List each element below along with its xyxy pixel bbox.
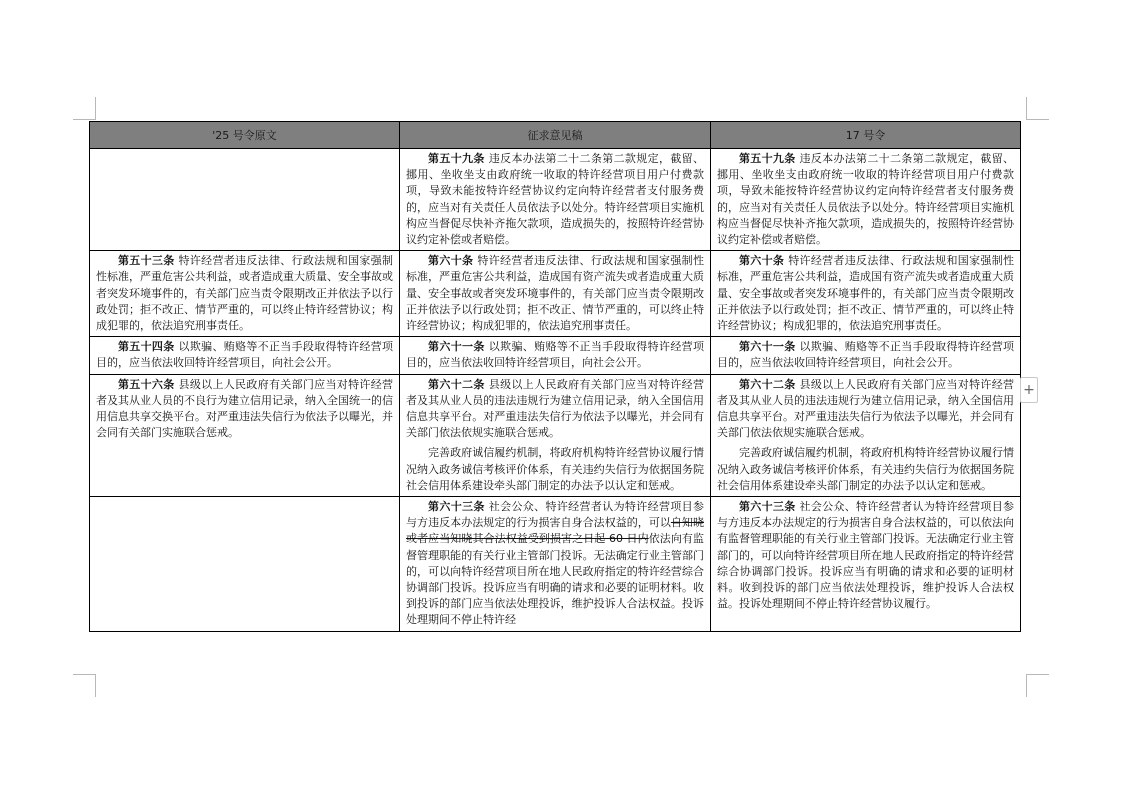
header-original-25: '25 号令原文: [90, 122, 400, 149]
article-text: 完善政府诚信履约机制，将政府机构特许经营协议履行情况纳入政务诚信考核评价体系，有关违约失信行为依据国务院社会信用体系建设牵头部门制定的办法予以认定和惩戒。: [406, 446, 704, 492]
clause-paragraph: [96, 253, 393, 334]
cell-original: [90, 149, 400, 251]
article-number: 第六十条: [428, 254, 474, 268]
clause-paragraph: [406, 151, 704, 248]
cell-original: [90, 374, 400, 496]
article-number: 第五十四条: [118, 340, 175, 354]
article-text: 社会公众、特许经营者认为特许经营项目参与方违反本办法规定的行为损害自身合法权益的，可以依法向有监督管理职能的有关行业主管部门投诉。无法确定行业主管部门的，可以向特许经营项目所在地人民政府指定的特许经营综合协调部门投诉。投诉应当有明确的请求和必要的证明材料。收到投诉的部门应当依法处理投诉，维护投诉人合法权益。投诉处理期间不停止特许经营协议履行。: [717, 500, 1015, 611]
article-text: 特许经营者违反法律、行政法规和国家强制性标准，严重危害公共利益，或者造成重大质量、安全事故或者突发环境事件的，有关部门应当责令限期改正并依法予以行政处罚；拒不改正、情节严重的，可以终止特许经营协议；构成犯罪的，依法追究刑事责任。: [96, 254, 394, 333]
header-draft: 征求意见稿: [400, 122, 711, 149]
cell-draft: [400, 251, 711, 337]
article-text: 以欺骗、贿赂等不正当手段取得特许经营项目的，应当依法收回特许经营项目，向社会公开。: [96, 340, 394, 370]
article-text: 以欺骗、贿赂等不正当手段取得特许经营项目的，应当依法收回特许经营项目，向社会公开。: [717, 340, 1015, 370]
clause-paragraph: [717, 445, 1014, 494]
table-row: [90, 374, 1021, 496]
article-text: 县级以上人民政府有关部门应当对特许经营者及其从业人员的不良行为建立信用记录，纳入全国统一的信用信息共享交换平台。对严重违法失信行为依法予以曝光，并会同有关部门实施联合惩戒。: [96, 377, 394, 440]
cell-draft: [400, 337, 711, 374]
comparison-table: [89, 121, 1021, 632]
article-text: 社会公众、特许经营者认为特许经营项目参与方违反本办法规定的行为损害自身合法权益的，可以: [406, 500, 705, 530]
cell-draft: [400, 374, 711, 496]
cell-original: [90, 337, 400, 374]
article-number: 第六十三条: [739, 500, 796, 514]
article-number: 第五十六条: [118, 377, 175, 391]
article-text: 县级以上人民政府有关部门应当对特许经营者及其从业人员的违法违规行为建立信用记录，纳入全国信用信息共享平台。对严重违法失信行为依法予以曝光，并会同有关部门依法依规实施联合惩戒。: [406, 377, 705, 440]
crop-mark-bottom-left: [73, 674, 96, 697]
article-text: 以欺骗、贿赂等不正当手段取得特许经营项目的，应当依法收回特许经营项目，向社会公开。: [406, 340, 705, 370]
clause-paragraph: [406, 445, 704, 494]
clause-paragraph: [717, 253, 1014, 334]
article-number: 第五十九条: [739, 152, 796, 165]
article-text: 违反本办法第二十二条第二款规定，截留、挪用、坐收坐支由政府统一收取的特许经营项目用户付费款项，导致未能按特许经营协议约定向特许经营者支付服务费的，应当对有关责任人员依法予以处分。特许经营项目实施机构应当督促尽快补齐拖欠款项，造成损失的，按照特许经营协议约定补偿或者赔偿。: [717, 152, 1015, 247]
article-number: 第六十一条: [739, 340, 796, 354]
clause-paragraph: [406, 339, 704, 371]
cell-order-17: [711, 251, 1021, 337]
cell-order-17: [711, 497, 1021, 632]
struck-text: 自知晓或者应当知晓其合法权益受到损害之日起 60 日内: [406, 516, 704, 546]
table-header-row: [90, 122, 1021, 149]
article-number: 第六十二条: [739, 377, 796, 391]
article-text: 县级以上人民政府有关部门应当对特许经营者及其从业人员的违法违规行为建立信用记录，纳入全国信用信息共享平台。对严重违法失信行为依法予以曝光，并会同有关部门依法依规实施联合惩戒。: [717, 377, 1015, 440]
article-number: 第五十三条: [118, 254, 175, 268]
cell-order-17: [711, 149, 1021, 251]
cell-draft: [400, 149, 711, 251]
cell-original: [90, 251, 400, 337]
clause-paragraph: [717, 339, 1014, 371]
article-text: 特许经营者违反法律、行政法规和国家强制性标准，严重危害公共利益，造成国有资产流失或者造成重大质量、安全事故或者突发环境事件的，有关部门应当责令限期改正并依法予以行政处罚；拒不改正、情节严重的，可以终止特许经营协议；构成犯罪的，依法追究刑事责任。: [406, 254, 705, 333]
clause-paragraph: [406, 377, 704, 442]
clause-paragraph: [717, 151, 1014, 248]
clause-paragraph: [717, 499, 1014, 612]
article-text: 完善政府诚信履约机制，将政府机构特许经营协议履行情况纳入政务诚信考核评价体系，有关违约失信行为依据国务院社会信用体系建设牵头部门制定的办法予以认定和惩戒。: [717, 446, 1014, 492]
clause-paragraph: [96, 339, 393, 371]
crop-mark-top-right: [1026, 97, 1049, 120]
table-row: [90, 337, 1021, 374]
article-number: 第五十九条: [428, 152, 485, 165]
table-row: [90, 149, 1021, 251]
article-number: 第六十一条: [428, 340, 485, 354]
crop-mark-bottom-right: [1026, 674, 1049, 697]
clause-paragraph: [96, 377, 393, 442]
article-number: 第六十条: [739, 254, 785, 268]
article-text: 特许经营者违反法律、行政法规和国家强制性标准，严重危害公共利益，造成国有资产流失或者造成重大质量、安全事故或者突发环境事件的，有关部门应当责令限期改正并依法予以行政处罚；拒不改正、情节严重的，可以终止特许经营协议；构成犯罪的，依法追究刑事责任。: [717, 254, 1014, 333]
table-row: [90, 251, 1021, 337]
crop-mark-top-left: [73, 97, 96, 120]
article-number: 第六十二条: [428, 377, 485, 391]
header-order-17: 17 号令: [711, 122, 1021, 149]
clause-paragraph: [717, 377, 1014, 442]
cell-original: [90, 497, 400, 632]
table-row: [90, 497, 1021, 632]
clause-paragraph: [406, 253, 704, 334]
article-number: 第六十三条: [428, 500, 485, 514]
article-text: 违反本办法第二十二条第二款规定，截留、挪用、坐收坐支由政府统一收取的特许经营项目用户付费款项，导致未能按特许经营协议约定向特许经营者支付服务费的，应当对有关责任人员依法予以处分。特许经营项目实施机构应当督促尽快补齐拖欠款项，造成损失的，按照特许经营协议约定补偿或者赔偿。: [406, 152, 705, 247]
add-column-button[interactable]: +: [1020, 377, 1038, 403]
article-text: 依法向有监督管理职能的有关行业主管部门投诉。无法确定行业主管部门的，可以向特许经营项目所在地人民政府指定的特许经营综合协调部门投诉。投诉应当有明确的请求和必要的证明材料。收到投诉的部门应当依法处理投诉，维护投诉人合法权益。投诉处理期间不停止特许经: [406, 532, 704, 627]
cell-order-17: [711, 337, 1021, 374]
cell-draft: [400, 497, 711, 632]
clause-paragraph: [406, 499, 704, 629]
cell-order-17: [711, 374, 1021, 496]
